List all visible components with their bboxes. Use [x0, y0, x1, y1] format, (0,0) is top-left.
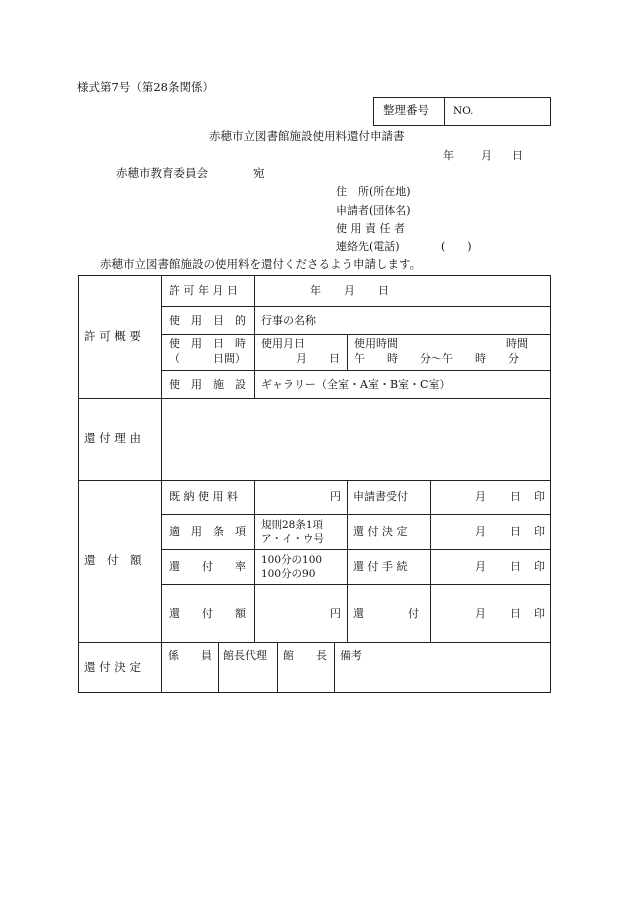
form-number: 様式第7号（第28条関係） — [77, 80, 214, 94]
applicable-clause-value: 規則28条1項 ア・イ・ウ号 — [261, 519, 324, 545]
recipient-name: 赤穂市教育委員会 — [116, 166, 208, 180]
application-received-day: 日 — [510, 490, 521, 503]
decision-director: 館 長 — [283, 649, 327, 662]
refund-decision-label: 還 付 決 定 — [353, 525, 408, 538]
refund-day: 日 — [510, 607, 521, 620]
document-title: 赤穂市立図書館施設使用料還付申請書 — [209, 129, 405, 143]
permit-date-day: 日 — [378, 284, 389, 297]
decision-staff: 係 員 — [168, 649, 212, 662]
refund-decision-month: 月 — [475, 525, 486, 538]
applicable-clause-label: 適 用 条 項 — [169, 525, 246, 538]
usedate-sub-label: （ 日間） — [169, 352, 246, 365]
refund-procedure-day: 日 — [510, 560, 521, 573]
refund-month: 月 — [475, 607, 486, 620]
refund-decision-day: 日 — [510, 525, 521, 538]
date-month: 月 — [481, 149, 492, 162]
section-permit-summary: 許 可 概 要 — [84, 329, 141, 343]
usedate-head: 使用月日 — [261, 337, 305, 350]
purpose-label: 使 用 目 的 — [169, 314, 246, 327]
application-received-label: 申請書受付 — [353, 490, 408, 503]
facility-value: ギャラリー（全室・A室・B室・C室） — [261, 378, 451, 391]
refund-amount-label: 還 付 額 — [169, 607, 246, 620]
permit-date-label: 許 可 年 月 日 — [169, 284, 238, 297]
purpose-value: 行事の名称 — [261, 314, 316, 327]
refund-seal: 印 — [534, 607, 545, 620]
application-received-month: 月 — [475, 490, 486, 503]
recipient-honorific: 宛 — [253, 166, 265, 180]
seiri-no-label[interactable]: NO. — [453, 105, 474, 117]
applicant-name-label: 申請者(団体名) — [336, 204, 411, 217]
section-refund-decision: 還 付 決 定 — [84, 660, 141, 674]
refund-decision-seal: 印 — [534, 525, 545, 538]
applicant-responsible-label: 使 用 責 任 者 — [336, 222, 405, 235]
usetime-range: 午 時 分～午 時 分 — [354, 352, 519, 365]
applicant-contact-paren[interactable]: ( ) — [441, 240, 472, 253]
usetime-head: 使用時間 — [354, 337, 398, 350]
section-refund-reason: 還 付 理 由 — [84, 431, 141, 445]
section-refund-amount: 還 付 額 — [84, 553, 142, 567]
applicant-contact-label: 連絡先(電話) — [336, 240, 400, 253]
usedate-day: 日 — [329, 352, 340, 365]
permit-date-month: 月 — [344, 284, 355, 297]
usedate-month: 月 — [296, 352, 307, 365]
applicant-address-label: 住 所(所在地) — [336, 185, 411, 198]
refund-procedure-seal: 印 — [534, 560, 545, 573]
refund-rate-value: 100分の100 100分の90 — [261, 554, 323, 580]
date-year: 年 — [443, 149, 454, 162]
decision-deputy: 館長代理 — [223, 649, 267, 662]
paid-fee-yen: 円 — [330, 490, 341, 503]
main-table — [78, 275, 551, 693]
facility-label: 使 用 施 設 — [169, 378, 246, 391]
intro-text: 赤穂市立図書館施設の使用料を還付くださるよう申請します。 — [100, 257, 422, 271]
application-received-seal: 印 — [534, 490, 545, 503]
decision-remarks: 備考 — [340, 649, 362, 662]
usedate-label: 使 用 日 時 — [169, 337, 246, 350]
permit-date-year: 年 — [310, 284, 321, 297]
seiri-number-label: 整理番号 — [383, 103, 429, 117]
usetime-jikan: 時間 — [506, 337, 528, 350]
date-day: 日 — [512, 149, 523, 162]
refund-label: 還 付 — [353, 607, 419, 620]
refund-procedure-month: 月 — [475, 560, 486, 573]
refund-rate-label: 還 付 率 — [169, 560, 246, 573]
paid-fee-label: 既 納 使 用 料 — [169, 490, 238, 503]
refund-procedure-label: 還 付 手 続 — [353, 560, 408, 573]
refund-amount-yen: 円 — [330, 607, 341, 620]
